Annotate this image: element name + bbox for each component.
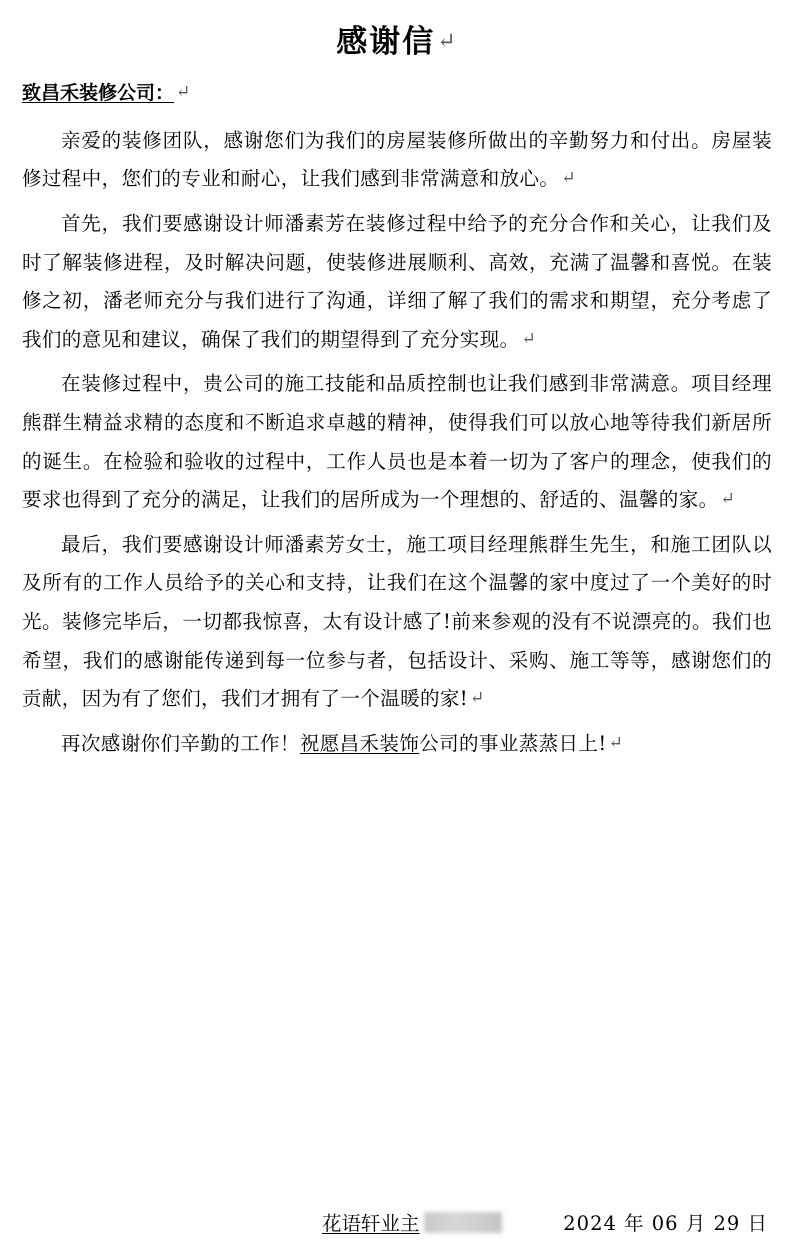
closing-paragraph bbox=[22, 725, 772, 764]
paragraph-mark-icon: ↵ bbox=[561, 168, 576, 189]
page-title bbox=[22, 24, 772, 61]
paragraph-mark-icon: ↵ bbox=[437, 29, 458, 54]
paragraph-3-text: 在装修过程中，贵公司的施工技能和品质控制也让我们感到非常满意。项目经理熊群生精益求精的态度和不断追求卓越的精神，使得我们可以放心地等待我们新居所的诞生。在检验和验收的过程中，工作人员也是本着一切为了客户的理念，使我们的要求也得到了充分的满足，让我们的居所成为一个理想的、舒适的、温馨的家。 bbox=[22, 372, 772, 512]
paragraph-mark-icon: ↵ bbox=[521, 328, 537, 349]
paragraph-1 bbox=[22, 122, 772, 199]
redacted-text bbox=[424, 1212, 502, 1233]
paragraph-mark-icon: ↵ bbox=[608, 732, 624, 753]
paragraph-2 bbox=[22, 205, 772, 359]
closing-prefix: 再次感谢你们辛勤的工作！ bbox=[61, 731, 300, 755]
signature-date: 2024 年 06 月 29 日 bbox=[563, 1212, 768, 1235]
page-title-text: 感谢信 bbox=[336, 24, 436, 60]
paragraph-4-text: 最后，我们要感谢设计师潘素芳女士，施工项目经理熊群生先生，和施工团队以及所有的工作人员给予的关心和支持，让我们在这个温馨的家中度过了一个美好的时光。装修完毕后，一切都我惊喜，太有设计感了!前来参观的没有不说漂亮的。我们也希望，我们的感谢能传递到每一位参与者，包括设计、采购、施工等等，感谢您们的贡献，因为有了您们，我们才拥有了一个温暖的家! bbox=[22, 532, 772, 711]
paragraph-mark-icon: ↵ bbox=[720, 489, 736, 510]
paragraph-mark-icon: ↵ bbox=[176, 82, 191, 103]
paragraph-4 bbox=[22, 526, 772, 719]
salutation-text: 致昌禾装修公司： bbox=[22, 82, 175, 105]
signer bbox=[322, 1208, 502, 1236]
paragraph-mark-icon: ↵ bbox=[470, 688, 485, 709]
closing-suffix: 公司的事业蒸蒸日上! bbox=[419, 731, 607, 755]
paragraph-1-text: 亲爱的装修团队，感谢您们为我们的房屋装修所做出的辛勤努力和付出。房屋装修过程中，您们的专业和耐心，让我们感到非常满意和放心。 bbox=[22, 128, 772, 191]
paragraph-3 bbox=[22, 365, 772, 519]
salutation bbox=[22, 79, 772, 108]
closing-underlined: 祝愿昌禾装饰 bbox=[299, 731, 420, 755]
signer-name: 花语轩业主 bbox=[322, 1212, 420, 1235]
signature-block bbox=[22, 1208, 772, 1236]
paragraph-2-text: 首先，我们要感谢设计师潘素芳在装修过程中给予的充分合作和关心，让我们及时了解装修进程，及时解决问题，使装修进展顺利、高效，充满了温馨和喜悦。在装修之初，潘老师充分与我们进行了沟通，详细了解了我们的需求和期望，充分考虑了我们的意见和建议，确保了我们的期望得到了充分实现。 bbox=[22, 211, 772, 351]
